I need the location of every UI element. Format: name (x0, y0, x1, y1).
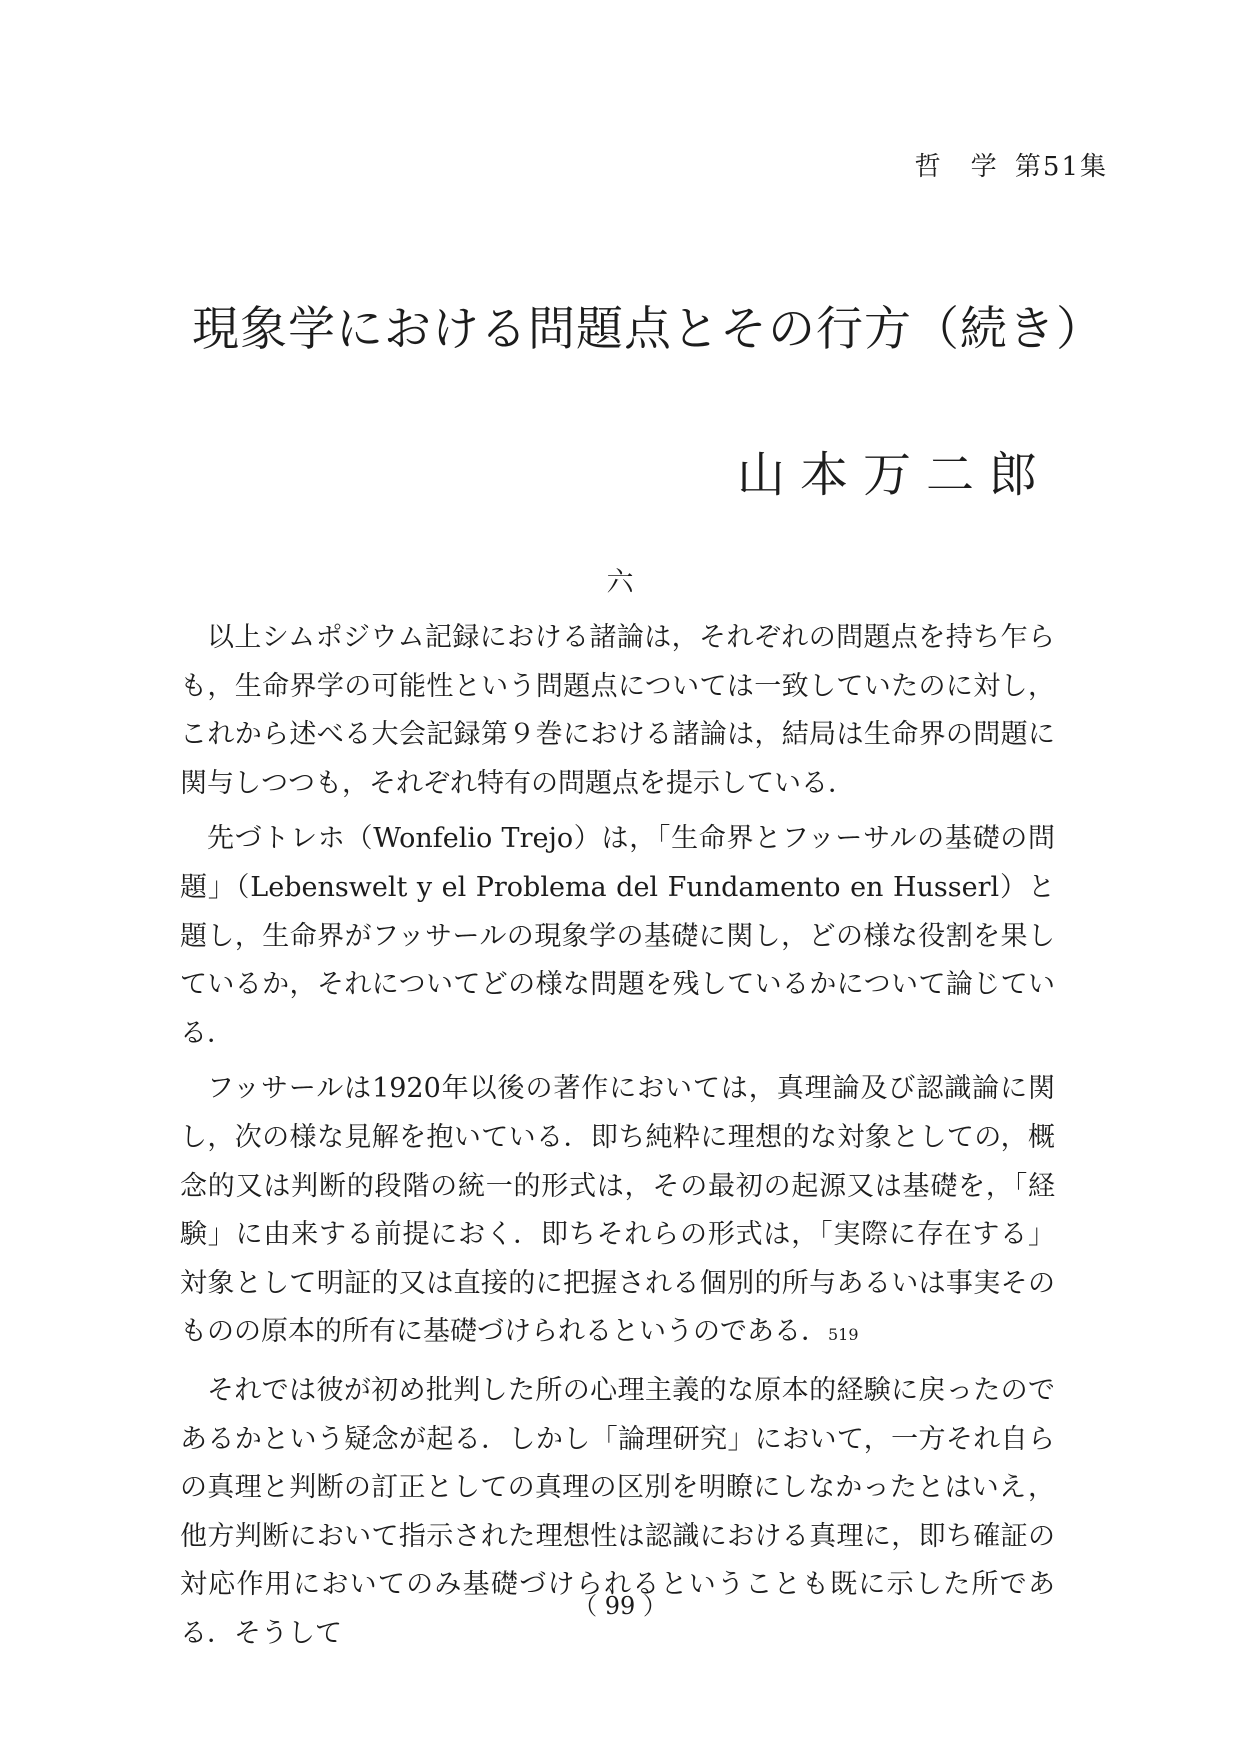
paragraph: 先づトレホ（Wonfelio Trejo）は，「生命界とフッーサルの基礎の問題」（Lebenswelt y el Problema del Fundamento en Husserl）と題し，生命界がフッサールの現象学の基礎に関し，どの様な役割を果しているか，それについてどの様な問題を残しているかについて論じている． (180, 823, 1055, 1049)
journal-header: 哲 学 第51集 (914, 152, 1108, 182)
body-text (180, 614, 1055, 1665)
article-title: 現象学における問題点とその行方（続き） (192, 302, 1104, 357)
section-number: 六 (606, 567, 634, 598)
paragraph (180, 1065, 1055, 1360)
paragraph: 以上シムポジウム記録における諸論は，それぞれの問題点を持ち乍らも，生命界学の可能性という問題点については一致していたのに対し，これから述べる大会記録第９巻における諸論は，結局は生命界の問題に関与しつつも，それぞれ特有の問題点を提示している． (180, 622, 1055, 799)
author-name: 山本万二郎 (736, 447, 1052, 503)
page-number: （ 99 ） (573, 1592, 667, 1620)
footnote-ref: 519 (828, 1325, 859, 1345)
paragraph-text: フッサールは1920年以後の著作においては，真理論及び認識論に関し，次の様な見解を抱いている．即ち純粋に理想的な対象としての，概念的又は判断的段階の統一的形式は，その最初の起源又は基礎を，「経験」に由来する前提におく．即ちそれらの形式は，「実際に存在する」対象として明証的又は直接的に把握される個別的所与あるいは事実そのものの原本的所有に基礎づけられるというのである． (180, 1073, 1055, 1348)
paragraph: それでは彼が初め批判した所の心理主義的な原本的経験に戻ったのであるかという疑念が起る．しかし「論理研究」において，一方それ自らの真理と判断の訂正としての真理の区別を明瞭にしなかったとはいえ，他方判断において指示された理想性は認識における真理に，即ち確証の対応作用においてのみ基礎づけられるということも既に示した所である．そうして (180, 1374, 1055, 1649)
